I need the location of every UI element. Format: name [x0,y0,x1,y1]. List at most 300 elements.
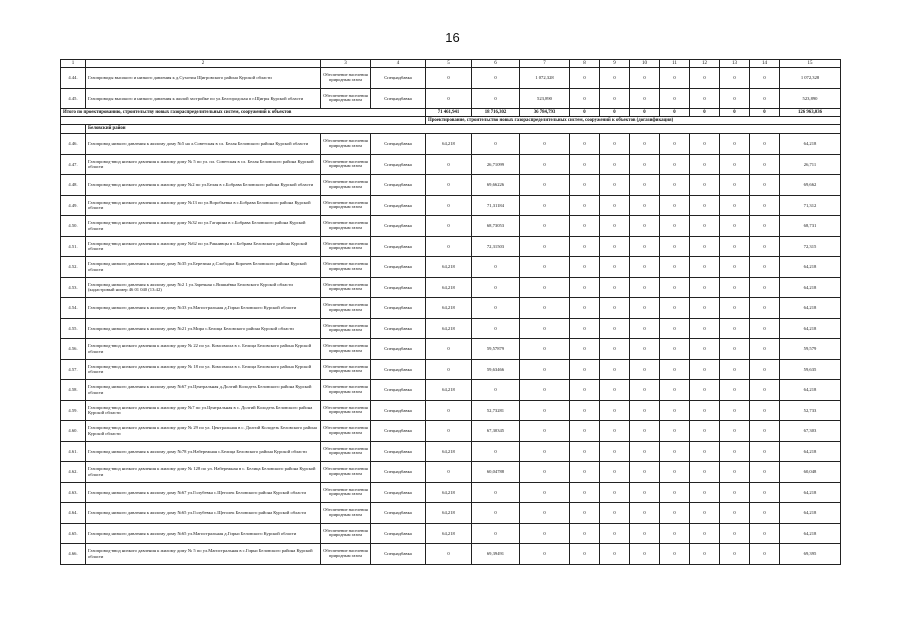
amount-cell: 0 [690,339,720,360]
amount-cell: 0 [472,134,520,155]
amount-cell: 0 [472,318,520,339]
total-amount: 0 [600,109,630,117]
funding-source: Спецнадбавка [371,421,426,442]
amount-cell: 0 [690,482,720,503]
amount-cell: 0 [660,523,690,544]
amount-cell: 0 [720,216,750,237]
amount-cell: 0 [690,462,720,483]
amount-cell: 0 [600,257,630,278]
amount-cell: 0 [630,462,660,483]
amount-cell: 0 [660,359,690,380]
amount-cell: 0 [690,216,720,237]
amount-cell: 0 [750,544,780,565]
item-number: 4.50. [61,216,86,237]
table-row [61,503,841,524]
amount-cell: 60,048 [780,462,841,483]
amount-cell: 0 [570,257,600,278]
table-body [61,60,841,565]
amount-cell: 0 [750,318,780,339]
amount-cell: 64,218 [426,134,472,155]
amount-cell: 0 [570,462,600,483]
amount-cell: 0 [750,441,780,462]
amount-cell: 72,31503 [472,236,520,257]
purpose: Обеспечение населения природным газом [321,441,371,462]
amount-cell: 0 [720,503,750,524]
funding-source: Спецнадбавка [371,298,426,319]
table-row [61,216,841,237]
amount-cell: 0 [570,523,600,544]
amount-cell: 68,73053 [472,216,520,237]
amount-cell: 0 [520,339,570,360]
column-number: 3 [321,60,371,68]
amount-cell: 0 [472,68,520,89]
district-name: Беловский район [86,125,841,134]
amount-cell: 64,218 [426,482,472,503]
amount-cell: 0 [600,134,630,155]
amount-cell: 0 [426,68,472,89]
amount-cell: 52,73281 [472,400,520,421]
amount-cell: 0 [570,175,600,196]
object-name: Газопровод-ввод низкого давления к жилому дому № 5 по ул.Магистральная в с.Гирьи Беловского района Курской области [86,544,321,565]
table-row [61,318,841,339]
amount-cell: 0 [750,339,780,360]
item-number: 4.48. [61,175,86,196]
amount-cell: 0 [520,154,570,175]
purpose: Обеспечение населения природным газом [321,195,371,216]
amount-cell: 64,218 [780,482,841,503]
amount-cell: 64,218 [426,298,472,319]
amount-cell: 0 [660,544,690,565]
amount-cell: 0 [520,380,570,401]
amount-cell: 0 [720,68,750,89]
amount-cell: 523,890 [780,88,841,109]
amount-cell: 68,731 [780,216,841,237]
amount-cell: 0 [660,400,690,421]
funding-source: Спецнадбавка [371,88,426,109]
amount-cell: 0 [600,175,630,196]
total-amount: 0 [720,109,750,117]
district-row [61,125,841,134]
amount-cell: 0 [600,88,630,109]
funding-source: Спецнадбавка [371,195,426,216]
purpose: Обеспечение населения природным газом [321,359,371,380]
amount-cell: 0 [600,359,630,380]
amount-cell: 67,30345 [472,421,520,442]
total-amount: 126 963,036 [780,109,841,117]
amount-cell: 0 [630,400,660,421]
amount-cell: 0 [720,359,750,380]
amount-cell: 0 [426,88,472,109]
purpose: Обеспечение населения природным газом [321,88,371,109]
amount-cell: 0 [720,318,750,339]
funding-source: Спецнадбавка [371,134,426,155]
amount-cell: 0 [690,441,720,462]
column-number: 10 [630,60,660,68]
amount-cell: 0 [600,318,630,339]
amount-cell: 59,635 [780,359,841,380]
amount-cell: 64,218 [426,523,472,544]
amount-cell: 0 [660,134,690,155]
item-number: 4.46. [61,134,86,155]
funding-source: Спецнадбавка [371,523,426,544]
amount-cell: 0 [720,523,750,544]
purpose: Обеспечение населения природным газом [321,462,371,483]
amount-cell: 0 [630,216,660,237]
table-row [61,380,841,401]
amount-cell: 64,218 [780,441,841,462]
amount-cell: 0 [570,134,600,155]
item-number: 4.51. [61,236,86,257]
amount-cell: 0 [720,154,750,175]
amount-cell: 0 [720,88,750,109]
amount-cell: 0 [570,339,600,360]
amount-cell: 0 [750,195,780,216]
column-number-row [61,60,841,68]
object-name: Газопровод низкого давления к жилому дому №21 ул.Мира с.Белица Беловского района Курской области [86,318,321,339]
total-amount: 0 [630,109,660,117]
table-row [61,134,841,155]
amount-cell: 0 [600,298,630,319]
amount-cell: 0 [630,277,660,298]
object-name: Газопровод низкого давления к жилому дому №67 ул.Центральная д.Долгий Колодезь Беловского района Курской области [86,380,321,401]
amount-cell: 64,218 [780,523,841,544]
table-row [61,523,841,544]
object-name: Газопровод низкого давления к жилому дому №67 ул.Голубевка с.Щеголек Беловского района Курской области [86,482,321,503]
item-number: 4.60. [61,421,86,442]
funding-source: Спецнадбавка [371,441,426,462]
total-amount: 18 716,302 [472,109,520,117]
amount-cell: 0 [690,195,720,216]
amount-cell: 0 [600,154,630,175]
amount-cell: 0 [660,88,690,109]
object-name: Газопровод низкого давления к жилому дому №78 ул.Набережная с.Белица Беловского района Курской области [86,441,321,462]
amount-cell: 0 [600,482,630,503]
table-row [61,462,841,483]
purpose: Обеспечение населения природным газом [321,257,371,278]
purpose: Обеспечение населения природным газом [321,134,371,155]
amount-cell: 0 [720,134,750,155]
amount-cell: 0 [630,482,660,503]
object-name: Газопроводы высокого и низкого давления к д.Сухотин Щигровского района Курской области [86,68,321,89]
table-row [61,400,841,421]
amount-cell: 0 [570,154,600,175]
amount-cell: 0 [472,482,520,503]
item-number: 4.61. [61,441,86,462]
amount-cell: 0 [630,236,660,257]
amount-cell: 0 [690,544,720,565]
funding-source: Спецнадбавка [371,380,426,401]
section-caption: Проектирование, строительство новых газораспределительных систем, сооружений к объектов (догазификация) [426,117,841,125]
amount-cell: 0 [630,421,660,442]
table-row [61,441,841,462]
object-name: Газопровод низкого давления к жилому дому №2 1 ул.Заречная с.Вишнёвка Беловского Курской области (кадастровый номер 46 01 040 (13:42) [86,277,321,298]
amount-cell: 0 [690,421,720,442]
amount-cell: 0 [660,482,690,503]
amount-cell: 0 [520,503,570,524]
object-name: Газопровод низкого давления к жилому дому №35 ул.Березина д.Слободка Корочев Беловского района Курской области [86,257,321,278]
amount-cell: 0 [660,68,690,89]
table-row [61,236,841,257]
funding-source: Спецнадбавка [371,68,426,89]
amount-cell: 0 [630,68,660,89]
item-number: 4.49. [61,195,86,216]
object-name: Газопроводы высокого и низкого давления к жилой застройке по ул.Белгородская п г.Щигры Курской области [86,88,321,109]
funding-source: Спецнадбавка [371,318,426,339]
amount-cell: 0 [660,216,690,237]
amount-cell: 0 [750,482,780,503]
amount-cell: 0 [426,544,472,565]
amount-cell: 0 [426,195,472,216]
amount-cell: 0 [750,216,780,237]
amount-cell: 64,218 [780,298,841,319]
amount-cell: 0 [630,523,660,544]
amount-cell: 69,395 [780,544,841,565]
amount-cell: 0 [520,195,570,216]
total-amount: 0 [750,109,780,117]
amount-cell: 0 [520,257,570,278]
amount-cell: 0 [690,68,720,89]
amount-cell: 71,31184 [472,195,520,216]
amount-cell: 0 [630,298,660,319]
purpose: Обеспечение населения природным газом [321,380,371,401]
amount-cell: 0 [720,277,750,298]
amount-cell: 0 [720,482,750,503]
object-name: Газопровод-ввод низкого давления к жилому дому №32 по ул.Гагарина в с.Бобрава Беловского района Курской области [86,216,321,237]
amount-cell: 0 [520,216,570,237]
amount-cell: 0 [600,462,630,483]
table-row [61,339,841,360]
total-amount: 0 [570,109,600,117]
amount-cell: 69,662 [780,175,841,196]
amount-cell: 0 [720,175,750,196]
amount-cell: 0 [660,257,690,278]
amount-cell: 0 [720,462,750,483]
item-number: 4.52. [61,257,86,278]
amount-cell: 0 [720,544,750,565]
amount-cell: 0 [472,441,520,462]
amount-cell: 523,890 [520,88,570,109]
amount-cell: 0 [660,421,690,442]
table-row [61,482,841,503]
amount-cell: 26,71099 [472,154,520,175]
object-name: Газопровод-ввод низкого давления к жилому дому №7 по ул.Центральная в с. Долгий Колодезь Беловского района Курской области [86,400,321,421]
object-name: Газопровод низкого давления к жилому дому №5 на л.Советская в сл. Белая Беловского района Курской области [86,134,321,155]
section-row [61,117,841,125]
funding-source: Спецнадбавка [371,400,426,421]
purpose: Обеспечение населения природным газом [321,318,371,339]
amount-cell: 0 [720,421,750,442]
amount-cell: 0 [720,257,750,278]
amount-cell: 0 [520,134,570,155]
funding-source: Спецнадбавка [371,359,426,380]
amount-cell: 0 [690,88,720,109]
object-name: Газопровод-ввод низкого давления к жилому дому № 22 по ул. Комсомола в с. Белица Беловского района Курской области [86,339,321,360]
amount-cell: 0 [426,154,472,175]
amount-cell: 0 [570,441,600,462]
amount-cell: 0 [690,236,720,257]
amount-cell: 59,63466 [472,359,520,380]
amount-cell: 0 [720,400,750,421]
amount-cell: 0 [426,421,472,442]
total-amount: 0 [660,109,690,117]
purpose: Обеспечение населения природным газом [321,277,371,298]
amount-cell: 0 [660,462,690,483]
item-number: 4.66. [61,544,86,565]
object-name: Газопровод-ввод низкого давления к жилому дому № 5 по ул. пл. Советская в сл. Белая Беловского района Курской области [86,154,321,175]
funding-source: Спецнадбавка [371,482,426,503]
amount-cell: 0 [570,421,600,442]
purpose: Обеспечение населения природным газом [321,503,371,524]
item-number: 4.45. [61,88,86,109]
column-number: 9 [600,60,630,68]
amount-cell: 26,711 [780,154,841,175]
amount-cell: 0 [520,298,570,319]
amount-cell: 0 [600,421,630,442]
amount-cell: 0 [750,503,780,524]
amount-cell: 0 [472,380,520,401]
amount-cell: 0 [660,503,690,524]
amount-cell: 59,57879 [472,339,520,360]
funding-source: Спецнадбавка [371,216,426,237]
district-spacer [61,125,86,134]
amount-cell: 0 [690,298,720,319]
amount-cell: 0 [520,544,570,565]
table-row [61,359,841,380]
amount-cell: 64,218 [426,257,472,278]
amount-cell: 0 [750,236,780,257]
amount-cell: 0 [426,400,472,421]
amount-cell: 0 [570,236,600,257]
funding-source: Спецнадбавка [371,257,426,278]
amount-cell: 0 [630,134,660,155]
purpose: Обеспечение населения природным газом [321,482,371,503]
amount-cell: 72,315 [780,236,841,257]
amount-cell: 0 [570,68,600,89]
amount-cell: 0 [472,277,520,298]
amount-cell: 0 [570,400,600,421]
funding-source: Спецнадбавка [371,154,426,175]
item-number: 4.59. [61,400,86,421]
amount-cell: 64,218 [426,441,472,462]
amount-cell: 0 [750,359,780,380]
amount-cell: 0 [630,380,660,401]
amount-cell: 0 [750,154,780,175]
amount-cell: 64,218 [780,134,841,155]
amount-cell: 0 [750,68,780,89]
table-row [61,421,841,442]
amount-cell: 0 [520,236,570,257]
amount-cell: 0 [600,523,630,544]
item-number: 4.64. [61,503,86,524]
amount-cell: 52,733 [780,400,841,421]
amount-cell: 1 072,328 [780,68,841,89]
amount-cell: 0 [630,503,660,524]
item-number: 4.54. [61,298,86,319]
funding-source: Спецнадбавка [371,462,426,483]
purpose: Обеспечение населения природным газом [321,216,371,237]
amount-cell: 69,39491 [472,544,520,565]
amount-cell: 0 [472,523,520,544]
amount-cell: 0 [660,277,690,298]
amount-cell: 69,66226 [472,175,520,196]
column-number: 14 [750,60,780,68]
amount-cell: 0 [690,400,720,421]
funding-source: Спецнадбавка [371,544,426,565]
amount-cell: 0 [630,359,660,380]
object-name: Газопровод-ввод низкого давления к жилому дому № 128 по ул. Набережная в с. Белица Беловского района Курской области [86,462,321,483]
purpose: Обеспечение населения природным газом [321,154,371,175]
amount-cell: 64,218 [426,277,472,298]
amount-cell: 67,303 [780,421,841,442]
amount-cell: 0 [600,339,630,360]
purpose: Обеспечение населения природным газом [321,400,371,421]
amount-cell: 0 [750,175,780,196]
amount-cell: 0 [472,257,520,278]
amount-cell: 0 [472,503,520,524]
amount-cell: 0 [690,134,720,155]
amount-cell: 0 [520,175,570,196]
amount-cell: 0 [660,175,690,196]
item-number: 4.63. [61,482,86,503]
amount-cell: 0 [660,195,690,216]
amount-cell: 0 [570,359,600,380]
column-number: 1 [61,60,86,68]
amount-cell: 0 [660,236,690,257]
amount-cell: 0 [570,88,600,109]
table-row [61,544,841,565]
column-number: 12 [690,60,720,68]
purpose: Обеспечение населения природным газом [321,298,371,319]
amount-cell: 64,218 [780,380,841,401]
purpose: Обеспечение населения природным газом [321,544,371,565]
amount-cell: 0 [600,441,630,462]
amount-cell: 59,579 [780,339,841,360]
column-number: 7 [520,60,570,68]
amount-cell: 0 [520,318,570,339]
amount-cell: 0 [600,400,630,421]
amount-cell: 0 [630,257,660,278]
table-row [61,68,841,89]
amount-cell: 0 [570,298,600,319]
amount-cell: 0 [720,236,750,257]
amount-cell: 0 [690,154,720,175]
table-row [61,154,841,175]
amount-cell: 0 [600,277,630,298]
amount-cell: 0 [750,523,780,544]
amount-cell: 0 [660,339,690,360]
amount-cell: 0 [600,544,630,565]
amount-cell: 0 [426,175,472,196]
amount-cell: 0 [660,298,690,319]
funding-source: Спецнадбавка [371,236,426,257]
section-spacer [61,117,426,125]
amount-cell: 0 [426,359,472,380]
amount-cell: 0 [426,216,472,237]
column-number: 13 [720,60,750,68]
table-row [61,298,841,319]
object-name: Газопровод-ввод низкого давления к жилому дому № 29 по ул. Центральная в с. Долгий Колодезь Беловского района Курской области [86,421,321,442]
amount-cell: 0 [630,544,660,565]
item-number: 4.57. [61,359,86,380]
amount-cell: 0 [750,134,780,155]
amount-cell: 0 [520,359,570,380]
purpose: Обеспечение населения природным газом [321,339,371,360]
amount-cell: 0 [690,277,720,298]
amount-cell: 0 [630,195,660,216]
object-name: Газопровод-ввод низкого давления к жилому дому №13 по ул.Воробьевка в с.Бобрава Беловского района Курской области [86,195,321,216]
column-number: 8 [570,60,600,68]
purpose: Обеспечение населения природным газом [321,68,371,89]
